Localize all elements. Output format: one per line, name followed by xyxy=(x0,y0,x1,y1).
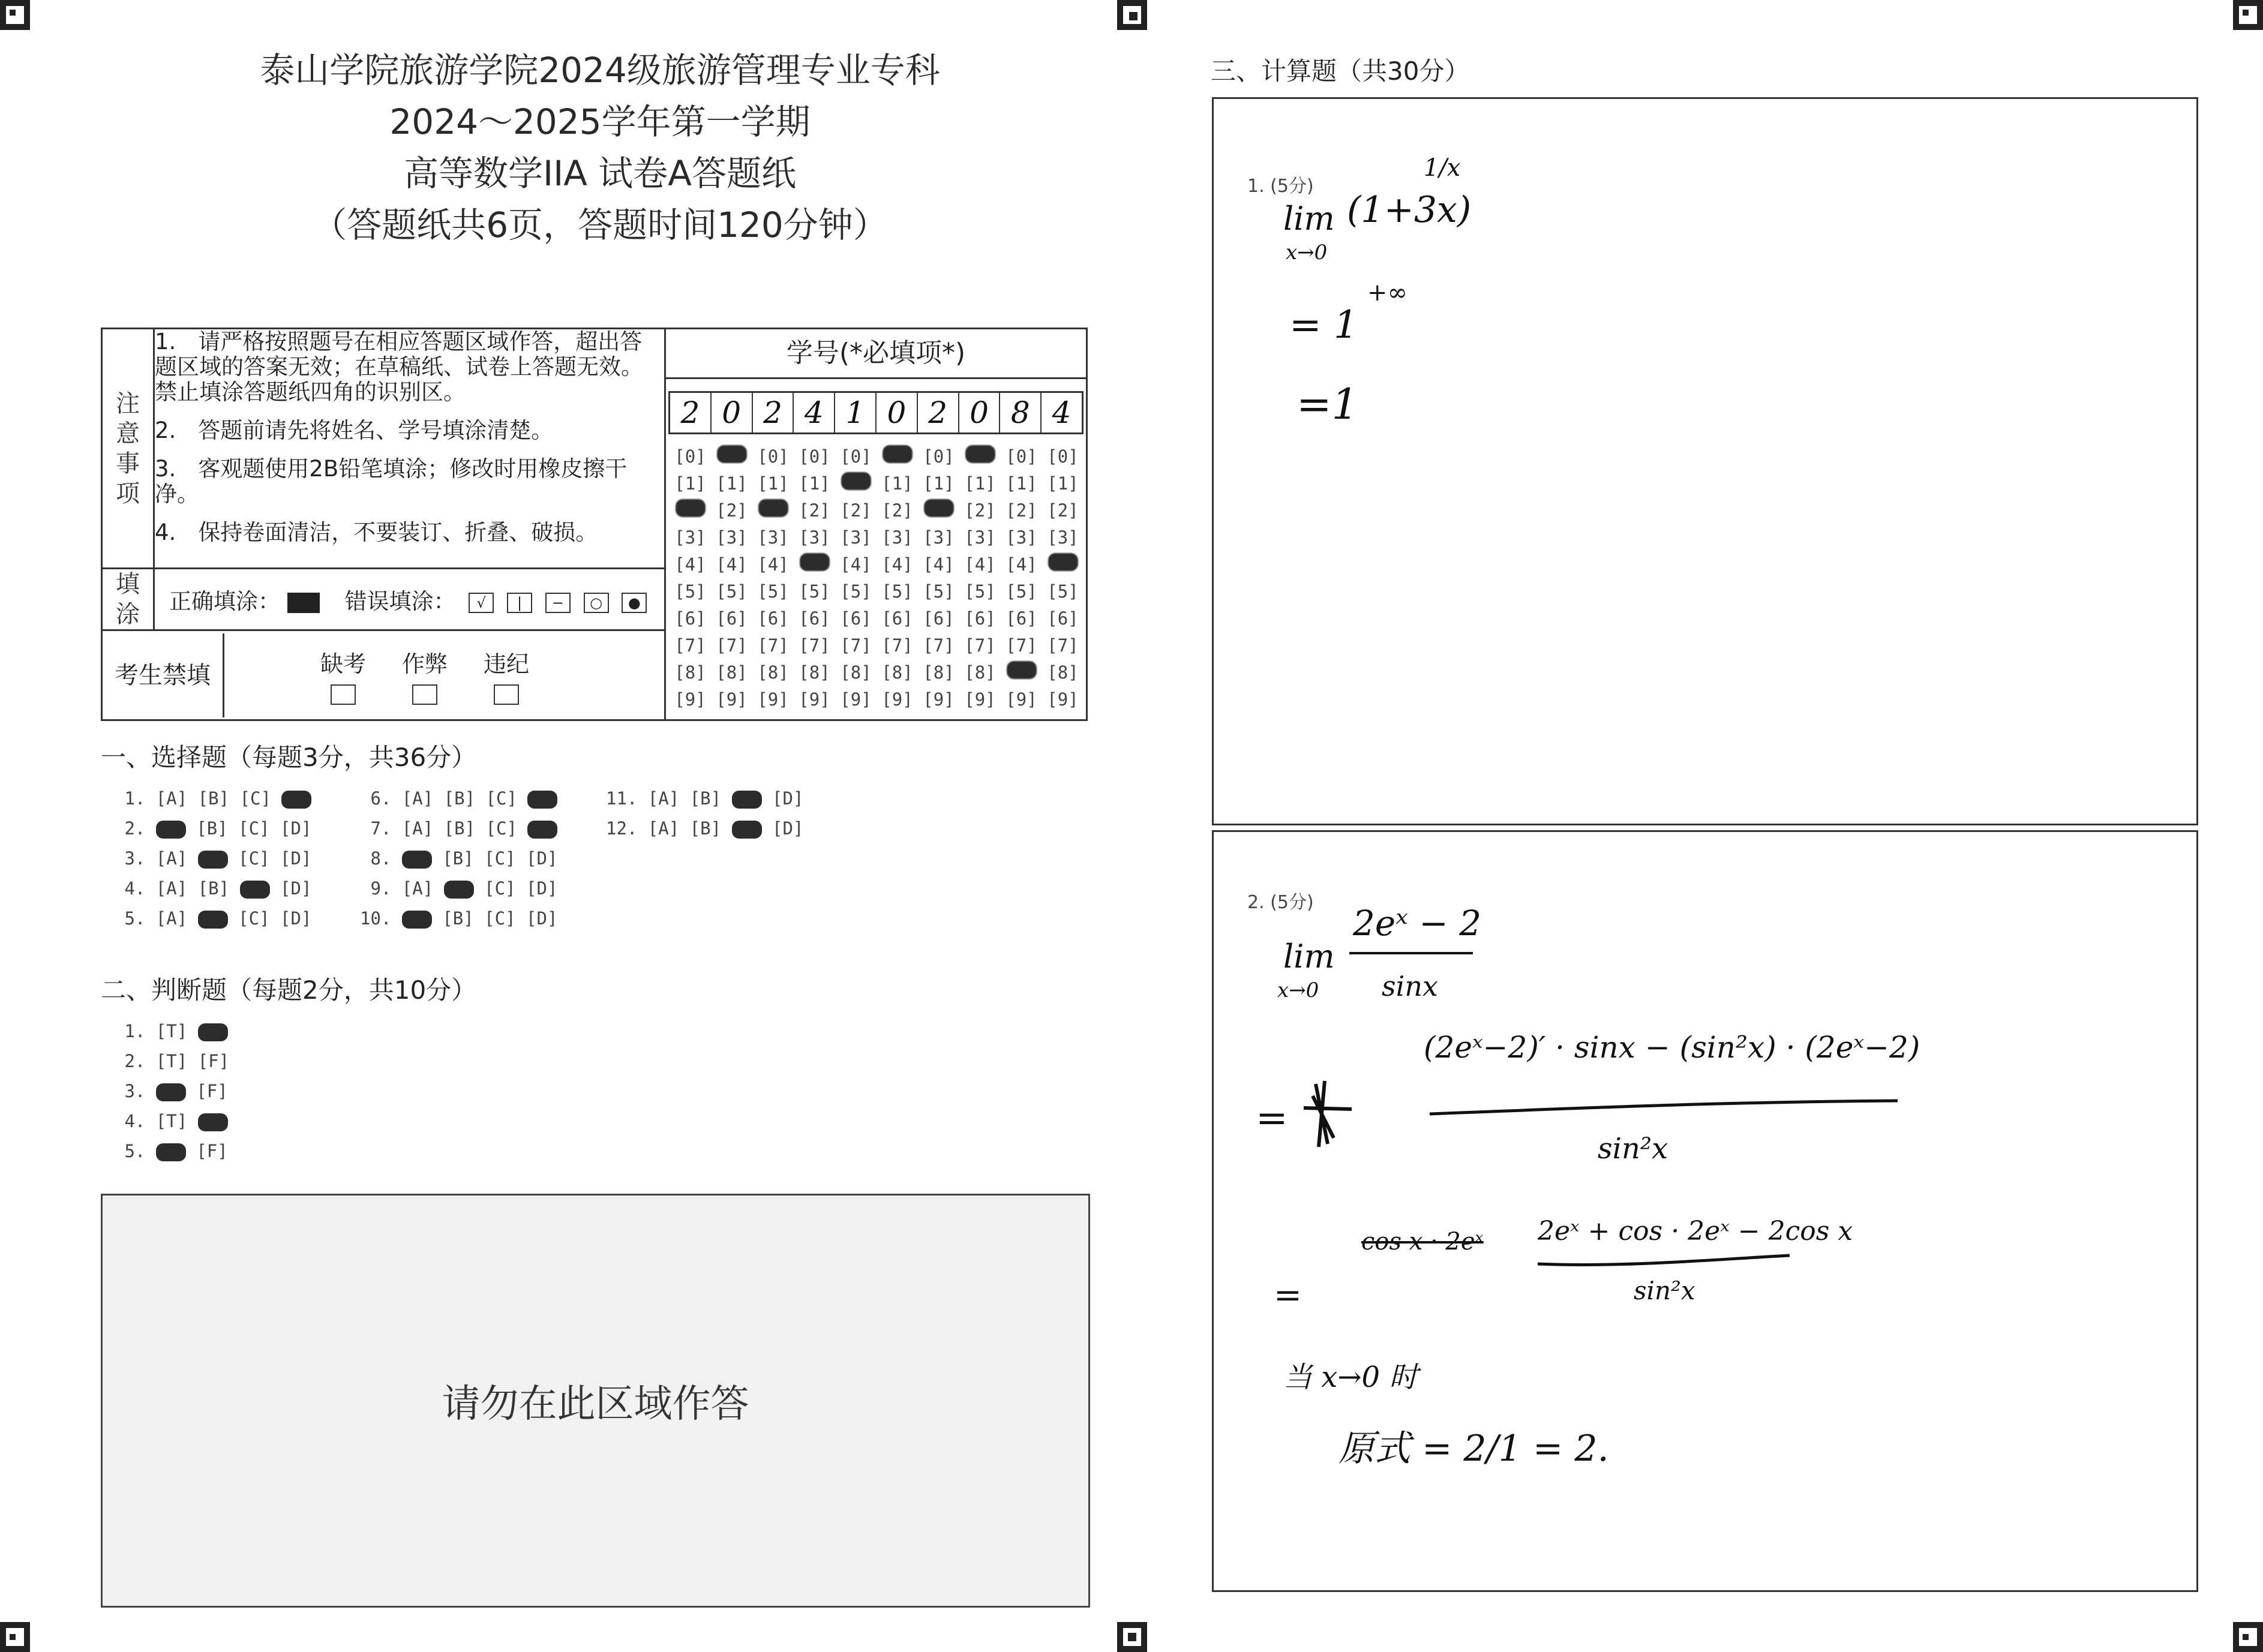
choice-question[interactable] xyxy=(360,788,568,809)
id-bubble[interactable]: [4] xyxy=(757,554,789,575)
choice-question[interactable] xyxy=(360,818,568,839)
id-bubble[interactable]: [0] xyxy=(674,446,706,467)
id-bubble[interactable]: [5] xyxy=(799,581,830,602)
id-bubble[interactable]: [9] xyxy=(964,689,996,710)
choice-option[interactable]: [B] xyxy=(197,878,230,899)
judge-question[interactable] xyxy=(114,1051,240,1071)
id-bubble[interactable]: [3] xyxy=(757,527,789,548)
wrong-fill-check: √ xyxy=(469,593,494,613)
id-bubble[interactable]: [3] xyxy=(674,527,706,548)
judge-option[interactable]: [F] xyxy=(196,1141,228,1161)
choice-option[interactable]: [C] xyxy=(484,908,516,929)
choice-option[interactable]: [D] xyxy=(280,848,312,869)
judge-option-filled[interactable] xyxy=(198,1023,228,1041)
judge-option[interactable]: [T] xyxy=(155,1021,188,1041)
id-bubble[interactable]: [8] xyxy=(840,662,872,683)
id-bubble[interactable]: [6] xyxy=(674,608,706,629)
id-bubble[interactable]: [7] xyxy=(964,635,996,656)
id-bubble[interactable]: [3] xyxy=(1047,527,1079,548)
judge-option-filled[interactable] xyxy=(198,1113,228,1131)
q2-scribble-icon xyxy=(1292,1072,1358,1150)
notice-item: 1. 请严格按照题号在相应答题区域作答，超出答题区域的答案无效；在草稿纸、试卷上答题无效。禁止填涂答题纸四角的识别区。 xyxy=(155,329,643,405)
notice-text xyxy=(154,329,665,569)
notice-item: 2. 答题前请先将姓名、学号填涂清楚。 xyxy=(155,417,554,443)
id-bubble[interactable]: [4] xyxy=(964,554,996,575)
choice-option-filled[interactable] xyxy=(198,911,228,929)
section-judge-title: 二、判断题（每题2分，共10分） xyxy=(101,975,477,1005)
id-bubble[interactable]: [3] xyxy=(1006,527,1037,548)
choice-option[interactable]: [A] xyxy=(155,908,188,929)
q1-lim: lim xyxy=(1283,200,1335,238)
id-bubble[interactable]: [6] xyxy=(1006,608,1037,629)
id-bubble-filled[interactable] xyxy=(752,499,794,521)
id-bubble-filled[interactable] xyxy=(1042,553,1084,575)
wrong-fill-dash: − xyxy=(545,593,571,613)
question-number: 9. xyxy=(360,878,402,899)
fill-instructions xyxy=(154,569,665,630)
choice-option[interactable]: [A] xyxy=(155,848,188,869)
id-bubble[interactable]: [2] xyxy=(840,500,872,521)
corner-mark-icon xyxy=(0,0,30,30)
choice-option[interactable]: [A] xyxy=(401,788,434,809)
id-bubble[interactable]: [6] xyxy=(840,608,872,629)
id-bubble[interactable]: [2] xyxy=(1006,500,1037,521)
exam-title-school: 泰山学院旅游学院2024级旅游管理专业专科 xyxy=(260,50,940,91)
choice-option[interactable]: [D] xyxy=(772,818,804,839)
choice-option[interactable]: [A] xyxy=(155,788,188,809)
choice-option[interactable]: [A] xyxy=(155,878,188,899)
id-bubble[interactable]: [3] xyxy=(881,527,913,548)
id-bubble[interactable]: [6] xyxy=(799,608,830,629)
choice-option[interactable]: [D] xyxy=(772,788,804,809)
id-bubble[interactable]: [9] xyxy=(757,689,789,710)
choice-option[interactable]: [D] xyxy=(280,908,312,929)
wrong-fill-label: 错误填涂： xyxy=(344,588,456,614)
id-bubble[interactable]: [3] xyxy=(799,527,830,548)
student-id-header: 学号(*必填项*) xyxy=(666,329,1086,379)
section-calc-title: 三、计算题（共30分） xyxy=(1211,56,1470,86)
choice-question[interactable] xyxy=(606,788,814,809)
id-bubble-row xyxy=(670,443,1084,470)
id-bubble[interactable]: [7] xyxy=(881,635,913,656)
filled-mark-icon xyxy=(800,553,830,571)
choice-option-filled[interactable] xyxy=(732,791,762,809)
q2-step2-struck: cos x · 2eˣ xyxy=(1361,1228,1484,1255)
correct-fill-sample xyxy=(287,593,320,613)
choice-question[interactable] xyxy=(114,788,322,809)
student-id-panel xyxy=(665,329,1087,720)
id-bubble[interactable]: [1] xyxy=(1006,473,1037,494)
id-bubble-filled[interactable] xyxy=(835,472,877,494)
q2-lim: lim xyxy=(1283,938,1335,975)
id-bubble[interactable]: [2] xyxy=(799,500,830,521)
id-bubble[interactable]: [0] xyxy=(1047,446,1079,467)
choice-option[interactable]: [D] xyxy=(280,818,312,839)
id-bubble[interactable]: [1] xyxy=(881,473,913,494)
question-number: 4. xyxy=(114,1111,156,1131)
id-bubble-filled[interactable] xyxy=(918,499,959,521)
violation-label: 违纪 xyxy=(484,651,530,677)
id-bubble[interactable]: [3] xyxy=(716,527,748,548)
filled-mark-icon xyxy=(924,499,954,517)
judge-question[interactable] xyxy=(114,1141,238,1161)
student-id-bubble-grid[interactable] xyxy=(670,443,1084,713)
id-bubble[interactable]: [5] xyxy=(1006,581,1037,602)
id-bubble-filled[interactable] xyxy=(877,445,918,467)
id-bubble[interactable]: [8] xyxy=(923,662,955,683)
choice-option[interactable]: [B] xyxy=(442,848,474,869)
id-bubble-filled[interactable] xyxy=(711,445,752,467)
id-bubble[interactable]: [5] xyxy=(757,581,789,602)
corner-mark-icon xyxy=(2233,0,2263,30)
choice-option[interactable]: [C] xyxy=(239,788,271,809)
q1-expression: (1+3x) xyxy=(1347,189,1472,231)
choice-question[interactable] xyxy=(606,818,814,839)
fill-label: 填涂 xyxy=(102,569,154,630)
id-bubble-filled[interactable] xyxy=(794,553,835,575)
id-bubble[interactable]: [4] xyxy=(881,554,913,575)
choice-option-filled[interactable] xyxy=(156,821,186,839)
choice-option[interactable]: [B] xyxy=(443,818,476,839)
id-digit: 2 xyxy=(753,393,794,432)
q2-step1-denominator: sin²x xyxy=(1598,1132,1668,1166)
id-digit: 0 xyxy=(959,393,1001,432)
q2-result: 原式 = 2/1 = 2. xyxy=(1338,1428,1609,1470)
id-bubble[interactable]: [6] xyxy=(881,608,913,629)
choice-option-filled[interactable] xyxy=(732,821,762,839)
id-bubble[interactable]: [9] xyxy=(1047,689,1079,710)
choice-question[interactable] xyxy=(360,848,568,869)
id-bubble[interactable]: [6] xyxy=(757,608,789,629)
id-bubble[interactable]: [9] xyxy=(799,689,830,710)
choice-option-filled[interactable] xyxy=(240,881,270,899)
q2-step2-denominator: sin²x xyxy=(1634,1276,1695,1305)
id-bubble-filled[interactable] xyxy=(670,499,711,521)
id-bubble[interactable]: [7] xyxy=(799,635,830,656)
q2-equals-2: = xyxy=(1274,1276,1302,1315)
id-bubble[interactable]: [9] xyxy=(840,689,872,710)
id-bubble[interactable]: [5] xyxy=(881,581,913,602)
question-number: 2. xyxy=(114,1051,156,1071)
id-bubble[interactable]: [4] xyxy=(1006,554,1037,575)
id-digit: 4 xyxy=(794,393,835,432)
question-number: 5. xyxy=(114,1141,156,1161)
id-bubble[interactable]: [5] xyxy=(923,581,955,602)
exam-title-info: （答题纸共6页，答题时间120分钟） xyxy=(312,205,888,245)
q2-step1-fraction-bar xyxy=(1430,1096,1910,1120)
choice-question[interactable] xyxy=(360,908,568,929)
choice-option[interactable]: [B] xyxy=(196,818,228,839)
id-bubble[interactable]: [1] xyxy=(716,473,748,494)
question-number: 8. xyxy=(360,848,402,869)
no-answer-area: 请勿在此区域作答 xyxy=(101,1194,1090,1608)
id-bubble[interactable]: [5] xyxy=(840,581,872,602)
id-digit: 2 xyxy=(918,393,959,432)
id-bubble[interactable]: [4] xyxy=(840,554,872,575)
id-bubble[interactable]: [8] xyxy=(881,662,913,683)
exam-title-course: 高等数学IIA 试卷A答题纸 xyxy=(403,153,796,194)
choice-option[interactable]: [A] xyxy=(401,818,434,839)
id-bubble[interactable]: [7] xyxy=(1006,635,1037,656)
q2-step2-fraction-bar xyxy=(1538,1252,1796,1270)
id-bubble[interactable]: [4] xyxy=(716,554,748,575)
filled-mark-icon xyxy=(717,445,747,463)
section-choice-title: 一、选择题（每题3分，共36分） xyxy=(101,743,477,772)
id-bubble[interactable]: [8] xyxy=(674,662,706,683)
id-bubble[interactable]: [5] xyxy=(716,581,748,602)
q2-step2-numerator: 2eˣ + cos · 2eˣ − 2cos x xyxy=(1538,1216,1853,1246)
choice-option[interactable]: [B] xyxy=(442,908,474,929)
id-bubble[interactable]: [8] xyxy=(1047,662,1079,683)
id-digit: 4 xyxy=(1052,395,1072,430)
filled-mark-icon xyxy=(1007,661,1037,679)
question-number: 2. xyxy=(114,818,156,839)
violation-checkbox[interactable] xyxy=(494,684,519,705)
id-bubble[interactable]: [1] xyxy=(757,473,789,494)
id-bubble[interactable]: [1] xyxy=(674,473,706,494)
question-number: 3. xyxy=(114,1081,156,1101)
choice-option[interactable]: [C] xyxy=(484,878,516,899)
id-bubble[interactable]: [7] xyxy=(757,635,789,656)
id-bubble[interactable]: [9] xyxy=(881,689,913,710)
question-number: 4. xyxy=(114,878,156,899)
q2-denominator: sinx xyxy=(1382,970,1438,1002)
question-number: 5. xyxy=(114,908,156,929)
id-bubble[interactable]: [6] xyxy=(716,608,748,629)
id-bubble-row xyxy=(670,524,1084,551)
corner-mark-icon xyxy=(1117,1622,1147,1652)
notice-item: 4. 保持卷面清洁，不要装订、折叠、破损。 xyxy=(155,519,598,545)
id-bubble[interactable]: [1] xyxy=(1047,473,1079,494)
notice-item: 3. 客观题使用2B铅笔填涂；修改时用橡皮擦干净。 xyxy=(155,456,628,507)
corner-mark-icon xyxy=(2233,1622,2263,1652)
id-bubble[interactable]: [5] xyxy=(674,581,706,602)
judge-option[interactable]: [T] xyxy=(155,1051,188,1071)
choice-option[interactable]: [D] xyxy=(280,878,312,899)
judge-option-filled[interactable] xyxy=(156,1083,186,1101)
id-bubble[interactable]: [3] xyxy=(964,527,996,548)
id-bubble[interactable]: [2] xyxy=(964,500,996,521)
cheating-option[interactable] xyxy=(402,645,448,705)
absent-label: 缺考 xyxy=(320,651,367,677)
choice-option[interactable]: [C] xyxy=(238,848,270,869)
choice-option[interactable]: [D] xyxy=(526,908,558,929)
choice-option[interactable]: [B] xyxy=(443,788,476,809)
id-bubble[interactable]: [9] xyxy=(923,689,955,710)
exam-title-term: 2024～2025学年第一学期 xyxy=(389,101,811,142)
judge-option-filled[interactable] xyxy=(156,1143,186,1161)
question-number: 11. xyxy=(606,788,648,809)
question-number: 10. xyxy=(360,908,402,929)
filled-mark-icon xyxy=(841,472,871,490)
judge-question[interactable] xyxy=(114,1021,238,1041)
answer-box-q2[interactable] xyxy=(1212,830,2198,1592)
choice-option[interactable]: [D] xyxy=(526,848,558,869)
cheating-label: 作弊 xyxy=(402,651,448,677)
choice-option[interactable]: [C] xyxy=(484,848,516,869)
q1-label: 1. (5分) xyxy=(1247,176,1314,197)
id-digit: 0 xyxy=(712,393,753,432)
id-bubble[interactable]: [6] xyxy=(964,608,996,629)
id-bubble[interactable]: [1] xyxy=(923,473,955,494)
judge-option[interactable]: [F] xyxy=(196,1081,228,1101)
id-bubble[interactable]: [3] xyxy=(923,527,955,548)
choice-option-filled[interactable] xyxy=(444,881,474,899)
choice-option-filled[interactable] xyxy=(527,821,557,839)
id-bubble[interactable]: [5] xyxy=(1047,581,1079,602)
id-digit: 0 xyxy=(877,393,918,432)
choice-option[interactable]: [B] xyxy=(689,818,722,839)
id-bubble[interactable]: [4] xyxy=(674,554,706,575)
id-digit: 1 xyxy=(835,393,877,432)
filled-mark-icon xyxy=(676,499,706,517)
choice-option[interactable]: [C] xyxy=(238,818,270,839)
choice-option[interactable]: [C] xyxy=(238,908,270,929)
corner-mark-icon xyxy=(0,1622,30,1652)
choice-option-filled[interactable] xyxy=(402,911,432,929)
filled-mark-icon xyxy=(965,445,995,463)
id-bubble-row xyxy=(670,659,1084,686)
wrong-fill-circle: ○ xyxy=(584,593,609,613)
notice-table xyxy=(101,328,1088,721)
id-bubble[interactable]: [8] xyxy=(757,662,789,683)
id-bubble-row xyxy=(670,578,1084,605)
choice-option-filled[interactable] xyxy=(281,791,311,809)
id-bubble[interactable]: [6] xyxy=(1047,608,1079,629)
choice-option[interactable]: [B] xyxy=(197,788,230,809)
id-bubble[interactable]: [9] xyxy=(716,689,748,710)
filled-mark-icon xyxy=(758,499,788,517)
choice-question[interactable] xyxy=(114,848,322,869)
id-bubble[interactable]: [3] xyxy=(840,527,872,548)
judge-question[interactable] xyxy=(114,1081,238,1101)
answer-box-q1[interactable] xyxy=(1212,97,2198,825)
filled-mark-icon xyxy=(1048,553,1078,571)
choice-option[interactable]: [D] xyxy=(526,878,558,899)
q2-label: 2. (5分) xyxy=(1247,892,1314,913)
forbidden-label: 考生禁填 xyxy=(103,633,224,717)
id-bubble[interactable]: [0] xyxy=(923,446,955,467)
id-bubble-filled[interactable] xyxy=(959,445,1001,467)
question-number: 1. xyxy=(114,788,156,809)
cheating-checkbox[interactable] xyxy=(412,684,437,705)
id-bubble[interactable]: [7] xyxy=(840,635,872,656)
forbidden-row xyxy=(102,630,665,720)
absent-option[interactable] xyxy=(320,645,366,705)
id-digit: 8 xyxy=(1000,393,1042,432)
choice-question[interactable] xyxy=(114,878,322,899)
wrong-fill-bar: | xyxy=(507,593,532,613)
id-bubble[interactable]: [8] xyxy=(799,662,830,683)
absent-checkbox[interactable] xyxy=(331,684,356,705)
q1-step1: = 1 xyxy=(1289,303,1358,347)
id-bubble[interactable]: [1] xyxy=(964,473,996,494)
choice-option[interactable]: [C] xyxy=(485,788,517,809)
q2-equals-1: = xyxy=(1256,1096,1288,1140)
id-bubble[interactable]: [7] xyxy=(923,635,955,656)
question-number: 12. xyxy=(606,818,648,839)
id-bubble-row xyxy=(670,551,1084,578)
id-bubble-row xyxy=(670,470,1084,497)
choice-option-filled[interactable] xyxy=(198,851,228,869)
choice-question[interactable] xyxy=(114,908,322,929)
id-bubble[interactable]: [9] xyxy=(1006,689,1037,710)
student-id-digits xyxy=(668,391,1084,434)
q2-step1-numerator: (2eˣ−2)′ · sinx − (sin²x) · (2eˣ−2) xyxy=(1424,1030,1920,1065)
id-bubble[interactable]: [0] xyxy=(1006,446,1037,467)
id-bubble[interactable]: [0] xyxy=(799,446,830,467)
q1-exponent: 1/x xyxy=(1424,154,1461,182)
filled-mark-icon xyxy=(883,445,913,463)
id-bubble[interactable]: [4] xyxy=(923,554,955,575)
q2-numerator: 2eˣ − 2 xyxy=(1353,903,1482,944)
id-bubble[interactable]: [7] xyxy=(716,635,748,656)
id-bubble-row xyxy=(670,497,1084,524)
id-bubble-row xyxy=(670,686,1084,713)
id-bubble-row xyxy=(670,632,1084,659)
question-number: 3. xyxy=(114,848,156,869)
id-bubble[interactable]: [2] xyxy=(881,500,913,521)
choice-question[interactable] xyxy=(360,878,568,899)
correct-fill-label: 正确填涂： xyxy=(169,588,280,614)
wrong-fill-dot: ● xyxy=(622,593,647,613)
id-bubble[interactable]: [2] xyxy=(1047,500,1079,521)
choice-option[interactable]: [B] xyxy=(689,788,722,809)
judge-option[interactable]: [T] xyxy=(155,1111,188,1131)
id-bubble[interactable]: [7] xyxy=(674,635,706,656)
choice-option[interactable]: [A] xyxy=(401,878,434,899)
choice-option[interactable]: [A] xyxy=(647,788,680,809)
q1-lim-sub: x→0 xyxy=(1286,241,1328,265)
id-bubble[interactable]: [9] xyxy=(674,689,706,710)
judge-question[interactable] xyxy=(114,1111,238,1131)
judge-option[interactable]: [F] xyxy=(197,1051,230,1071)
violation-option[interactable] xyxy=(484,645,529,705)
id-bubble-filled[interactable] xyxy=(1001,661,1042,683)
notice-label: 注意事项 xyxy=(102,329,154,569)
choice-option-filled[interactable] xyxy=(402,851,432,869)
question-number: 7. xyxy=(360,818,402,839)
corner-mark-icon xyxy=(1117,0,1147,30)
q2-step3: 当 x→0 时 xyxy=(1283,1360,1418,1394)
question-number: 6. xyxy=(360,788,402,809)
q1-step2: =1 xyxy=(1296,380,1359,429)
id-bubble[interactable]: [7] xyxy=(1047,635,1079,656)
question-number: 1. xyxy=(114,1021,156,1041)
q2-fraction-bar xyxy=(1349,952,1473,954)
choice-question[interactable] xyxy=(114,818,322,839)
id-bubble[interactable]: [8] xyxy=(964,662,996,683)
choice-option[interactable]: [C] xyxy=(485,818,517,839)
id-bubble[interactable]: [0] xyxy=(757,446,789,467)
id-bubble[interactable]: [6] xyxy=(923,608,955,629)
q1-step1-exponent: +∞ xyxy=(1367,279,1407,307)
id-bubble[interactable]: [5] xyxy=(964,581,996,602)
choice-option[interactable]: [A] xyxy=(647,818,680,839)
id-bubble[interactable]: [8] xyxy=(716,662,748,683)
choice-option-filled[interactable] xyxy=(527,791,557,809)
id-bubble-row xyxy=(670,605,1084,632)
id-bubble[interactable]: [1] xyxy=(799,473,830,494)
q2-lim-sub: x→0 xyxy=(1277,978,1319,1002)
id-digit: 2 xyxy=(670,393,712,432)
id-bubble[interactable]: [2] xyxy=(716,500,748,521)
id-bubble[interactable]: [0] xyxy=(840,446,872,467)
